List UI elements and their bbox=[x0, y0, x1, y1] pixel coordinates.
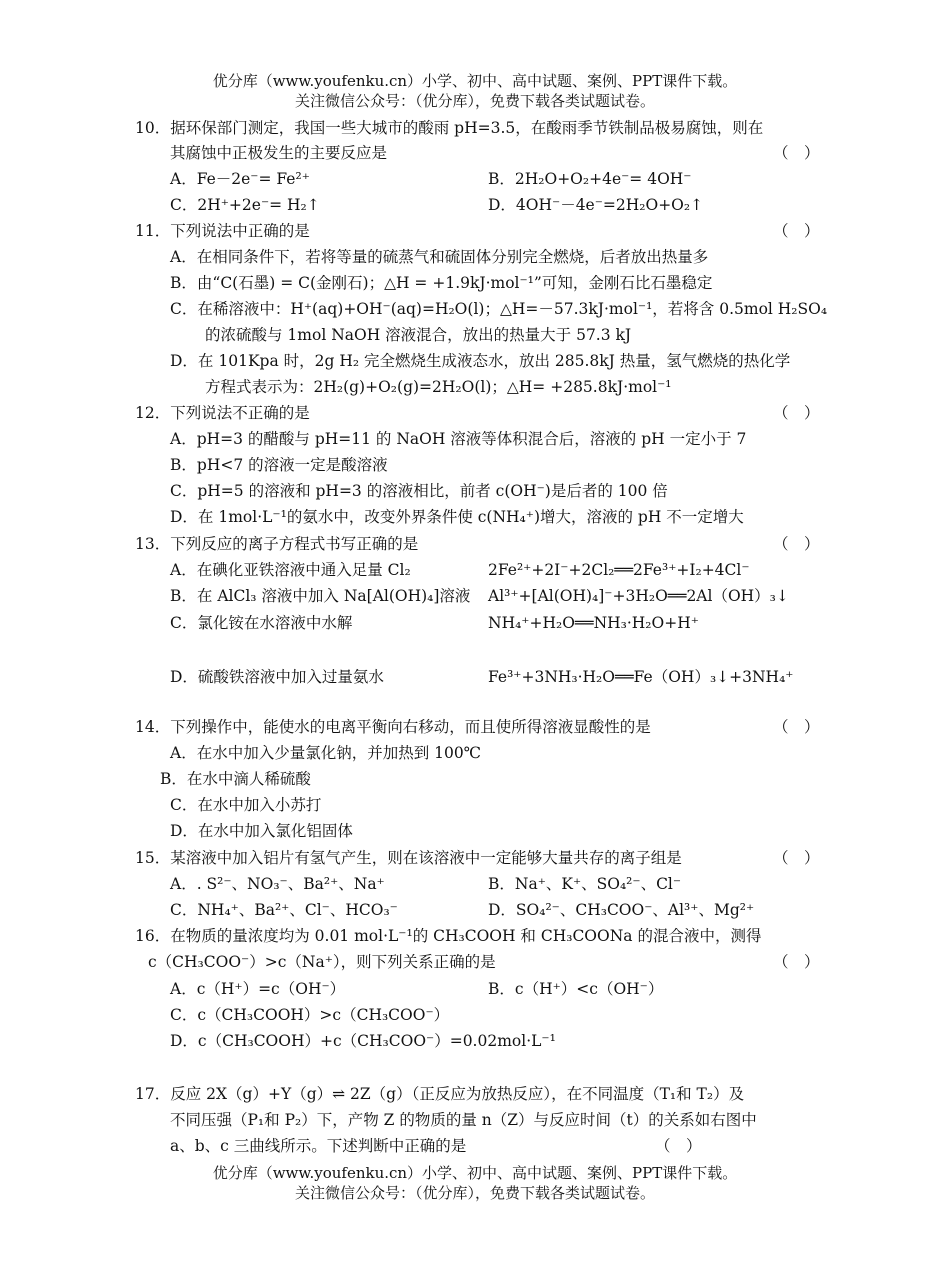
q11-option-a: A．在相同条件下，若将等量的硫蒸气和硫固体分别完全燃烧，后者放出热量多 bbox=[170, 248, 709, 266]
header-line-2: 关注微信公众号：（优分库），免费下载各类试题试卷。 bbox=[294, 92, 655, 110]
q16-option-b: B．c（H⁺）<c（OH⁻） bbox=[488, 980, 664, 998]
q13-option-d-equation: Fe³⁺+3NH₃·H₂O══Fe（OH）₃↓+3NH₄⁺ bbox=[488, 668, 794, 686]
q14-option-c: C．在水中加入小苏打 bbox=[170, 796, 322, 814]
q14-answer-paren: （ ） bbox=[773, 718, 820, 736]
q12-answer-paren: （ ） bbox=[773, 404, 820, 422]
q10-option-a: A．Fe－2e⁻= Fe²⁺ bbox=[170, 170, 310, 188]
q16-option-a: A．c（H⁺）=c（OH⁻） bbox=[170, 980, 346, 998]
q16-answer-paren: （ ） bbox=[773, 953, 820, 971]
q13-option-a-equation: 2Fe²⁺+2I⁻+2Cl₂══2Fe³⁺+I₂+4Cl⁻ bbox=[488, 561, 750, 579]
q14-option-b: B．在水中滴人稀硫酸 bbox=[160, 770, 311, 788]
footer-line-1: 优分库（www.youfenku.cn）小学、初中、高中试题、案例、PPT课件下载。 bbox=[212, 1164, 738, 1182]
q12-option-d: D．在 1mol·L⁻¹的氨水中，改变外界条件使 c(NH₄⁺)增大，溶液的 pH 不一定增大 bbox=[170, 508, 744, 526]
q15-option-b: B．Na⁺、K⁺、SO₄²⁻、Cl⁻ bbox=[488, 875, 682, 893]
q17-answer-paren: （ ） bbox=[655, 1137, 702, 1155]
q11-option-d-line-1: D．在 101Kpa 时，2g H₂ 完全燃烧生成液态水，放出 285.8kJ 热量，氢气燃烧的热化学 bbox=[170, 352, 791, 370]
q13-option-b: B．在 AlCl₃ 溶液中加入 Na[Al(OH)₄]溶液 bbox=[170, 587, 471, 605]
q13-option-a: A．在碘化亚铁溶液中通入足量 Cl₂ bbox=[170, 561, 411, 579]
q11-option-c-line-2: 的浓硫酸与 1mol NaOH 溶液混合，放出的热量大于 57.3 kJ bbox=[205, 326, 632, 344]
q12-stem: 12．下列说法不正确的是 bbox=[135, 404, 310, 422]
q11-option-d-line-2: 方程式表示为：2H₂(g)+O₂(g)=2H₂O(l)；△H= +285.8kJ·mol⁻¹ bbox=[205, 378, 672, 396]
q13-option-c-equation: NH₄⁺+H₂O══NH₃·H₂O+H⁺ bbox=[488, 614, 699, 632]
q13-option-b-equation: Al³⁺+[Al(OH)₄]⁻+3H₂O══2Al（OH）₃↓ bbox=[488, 587, 789, 605]
q12-option-b: B．pH<7 的溶液一定是酸溶液 bbox=[170, 456, 388, 474]
q14-option-d: D．在水中加入氯化铝固体 bbox=[170, 822, 353, 840]
q10-option-d: D．4OH⁻－4e⁻=2H₂O+O₂↑ bbox=[488, 196, 704, 214]
q15-option-c: C．NH₄⁺、Ba²⁺、Cl⁻、HCO₃⁻ bbox=[170, 901, 398, 919]
q13-option-d: D．硫酸铁溶液中加入过量氨水 bbox=[170, 668, 384, 686]
q16-option-d: D．c（CH₃COOH）+c（CH₃COO⁻）=0.02mol·L⁻¹ bbox=[170, 1032, 556, 1050]
q10-stem-line-1: 10．据环保部门测定，我国一些大城市的酸雨 pH=3.5，在酸雨季节铁制品极易腐蚀，则在 bbox=[135, 119, 764, 137]
q10-stem-line-2: 其腐蚀中正极发生的主要反应是 bbox=[170, 144, 388, 162]
q11-option-c-line-1: C．在稀溶液中：H⁺(aq)+OH⁻(aq)=H₂O(l)；△H=－57.3kJ·mol⁻¹，若将含 0.5mol H₂SO₄ bbox=[170, 300, 828, 318]
q15-option-a: A．. S²⁻、NO₃⁻、Ba²⁺、Na⁺ bbox=[170, 875, 385, 893]
q16-stem-line-2: c（CH₃COO⁻）>c（Na⁺），则下列关系正确的是 bbox=[148, 953, 496, 971]
q14-stem: 14．下列操作中，能使水的电离平衡向右移动，而且使所得溶液显酸性的是 bbox=[135, 718, 651, 736]
q11-option-b: B．由“C(石墨) = C(金刚石)；△H = +1.9kJ·mol⁻¹”可知，金刚石比石墨稳定 bbox=[170, 274, 713, 292]
q15-stem: 15．某溶液中加入铝片有氢气产生，则在该溶液中一定能够大量共存的离子组是 bbox=[135, 849, 682, 867]
q17-stem-line-1: 17．反应 2X（g）+Y（g）⇌ 2Z（g）（正反应为放热反应），在不同温度（T₁和 T₂）及 bbox=[135, 1085, 745, 1103]
q11-stem: 11．下列说法中正确的是 bbox=[135, 222, 310, 240]
q15-option-d: D．SO₄²⁻、CH₃COO⁻、Al³⁺、Mg²⁺ bbox=[488, 901, 755, 919]
footer-line-2: 关注微信公众号：（优分库），免费下载各类试题试卷。 bbox=[294, 1184, 655, 1202]
q13-answer-paren: （ ） bbox=[773, 535, 820, 553]
header-line-1: 优分库（www.youfenku.cn）小学、初中、高中试题、案例、PPT课件下载。 bbox=[212, 72, 738, 90]
q17-stem-line-3: a、b、c 三曲线所示。下述判断中正确的是 bbox=[170, 1137, 467, 1155]
q12-option-a: A．pH=3 的醋酸与 pH=11 的 NaOH 溶液等体积混合后，溶液的 pH 一定小于 7 bbox=[170, 430, 747, 448]
q13-option-c: C．氯化铵在水溶液中水解 bbox=[170, 614, 353, 632]
q10-answer-paren: （ ） bbox=[773, 144, 820, 162]
q17-stem-line-2: 不同压强（P₁和 P₂）下，产物 Z 的物质的量 n（Z）与反应时间（t）的关系如右图中 bbox=[170, 1111, 757, 1129]
q12-option-c: C．pH=5 的溶液和 pH=3 的溶液相比，前者 c(OH⁻)是后者的 100 倍 bbox=[170, 482, 668, 500]
q13-stem: 13．下列反应的离子方程式书写正确的是 bbox=[135, 535, 419, 553]
q16-stem-line-1: 16．在物质的量浓度均为 0.01 mol·L⁻¹的 CH₃COOH 和 CH₃COONa 的混合液中，测得 bbox=[135, 927, 762, 945]
q11-answer-paren: （ ） bbox=[773, 222, 820, 240]
q16-option-c: C．c（CH₃COOH）>c（CH₃COO⁻） bbox=[170, 1006, 450, 1024]
q10-option-b: B．2H₂O+O₂+4e⁻= 4OH⁻ bbox=[488, 170, 692, 188]
q15-answer-paren: （ ） bbox=[773, 849, 820, 867]
q10-option-c: C．2H⁺+2e⁻= H₂↑ bbox=[170, 196, 320, 214]
q14-option-a: A．在水中加入少量氯化钠，并加热到 100℃ bbox=[170, 744, 482, 762]
